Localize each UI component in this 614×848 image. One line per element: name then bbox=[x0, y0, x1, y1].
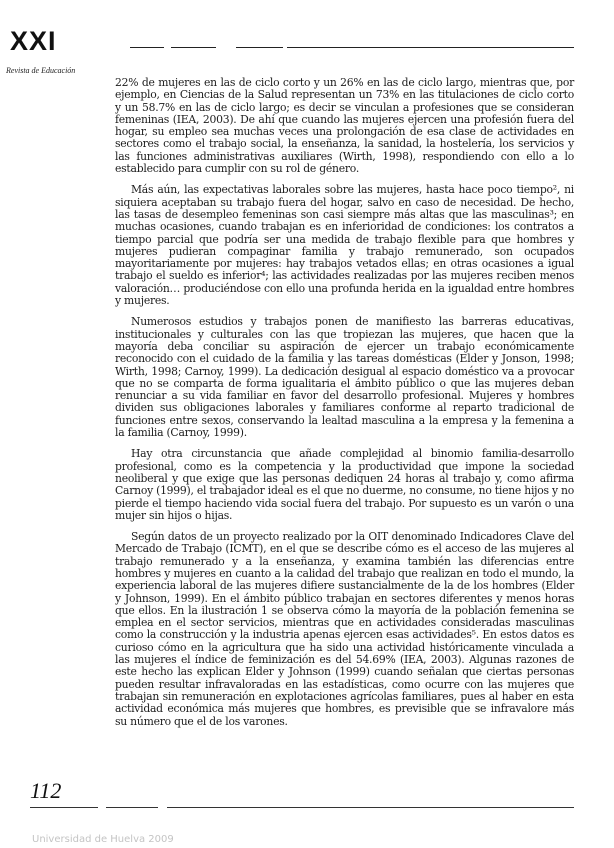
paragraph: Más aún, las expectativas laborales sobre las mujeres, hasta hace poco tiempo², ni siquiera aceptaban su trabajo fuera del hogar, salvo en caso de necesidad. De hecho, las tasas de desempleo femeninas son casi siempre más altas que las masculinas³; en muchas ocasiones, cuando trabajan es en inferioridad de condiciones: los contratos a tiempo parcial que podría ser una medida de trabajo flexible para que hombres y mujeres pudieran compaginar familia y trabajo remunerado, son ocupados mayoritariamente por mujeres: hay trabajos vetados ellas; en otras ocasiones a igual trabajo el sueldo es inferior⁴; las actividades realizadas por las mujeres reciben menos valoración… produciéndose con ello una profunda herida en la igualdad entre hombres y mujeres. bbox=[115, 183, 574, 308]
paragraph: 22% de mujeres en las de ciclo corto y un 26% en las de ciclo largo, mientras que, por ejemplo, en Ciencias de la Salud representan un 73% en las titulaciones de ciclo corto y un 58.7% en las de ciclo largo; es decir se vinculan a profesiones que se consideran femeninas (IEA, 2003). De ahí que cuando las mujeres ejercen una profesión fuera del hogar, su empleo sea muchas veces una prolongación de esa clase de actividades en sectores como el trabajo social, la enseñanza, la sanidad, la hostelería, los servicios y las funciones administrativas auxiliares (Wirth, 1998), respondiendo con ello a lo establecido para cumplir con su rol de género. bbox=[115, 76, 574, 176]
header-rule bbox=[171, 47, 216, 48]
header-rule bbox=[236, 47, 283, 48]
header-rule bbox=[130, 47, 164, 48]
body-text bbox=[115, 77, 574, 737]
paragraph: Según datos de un proyecto realizado por la OIT denominado Indicadores Clave del Mercado de Trabajo (ICMT), en el que se describe cómo es el acceso de las mujeres al trabajo remunerado y a la enseñanza, y examina también las diferencias entre hombres y mujeres en cuanto a la calidad del trabajo que realizan en todo el mundo, la experiencia laboral de las mujeres difiere sustancialmente de la de los hombres (Elder y Johnson, 1999). En el ámbito público trabajan en sectores diferentes y menos horas que ellos. En la ilustración 1 se observa cómo la mayoría de la población femenina se emplea en el sector servicios, mientras que en actividades consideradas masculinas como la construcción y la industria apenas ejercen esas actividades⁵. En estos datos es curioso cómo en la agricultura que ha sido una actividad históricamente vinculada a las mujeres el índice de feminización es del 54.69% (IEA, 2003). Algunas razones de este hecho las explican Elder y Johnson (1999) cuando señalan que ciertas personas pueden resultar infravaloradas en las estadísticas, como ocurre con las mujeres que trabajan sin remuneración en explotaciones agrícolas familiares, pues al haber en esta actividad económica más mujeres que hombres, es previsible que se infravalore más su número que el de los varones. bbox=[115, 530, 574, 728]
footer-rule bbox=[30, 807, 98, 808]
header-rule bbox=[287, 47, 574, 48]
paragraph: Hay otra circunstancia que añade complejidad al binomio familia-desarrollo profesional, como es la competencia y la productividad que impone la sociedad neoliberal y que exige que las personas dediquen 24 horas al trabajo y, como afirma Carnoy (1999), el trabajador ideal es el que no duerme, no consume, no tiene hijos y no pierde el tiempo haciendo vida social fuera del trabajo. Por supuesto es un varón o una mujer sin hijos o hijas. bbox=[115, 447, 574, 522]
paragraph: Numerosos estudios y trabajos ponen de manifiesto las barreras educativas, institucionales y culturales con las que tropiezan las mujeres, que hacen que la mayoría deba conciliar su aspiración de ejercer un trabajo económicamente reconocido con el cuidado de la familia y las tareas domésticas (Elder y Jonson, 1998; Wirth, 1998; Carnoy, 1999). La dedicación desigual al espacio doméstico va a provocar que no se comparta de forma igualitaria el ámbito público o que las mujeres deban renunciar a su vida familiar en favor del desarrollo profesional. Mujeres y hombres dividen sus obligaciones laborales y familiares conforme al reparto tradicional de funciones entre sexos, conservando la lealtad masculina a la empresa y la femenina a la familia (Carnoy, 1999). bbox=[115, 315, 574, 440]
footer-rule bbox=[106, 807, 158, 808]
watermark: Universidad de Huelva 2009 bbox=[32, 834, 174, 845]
journal-logo: XXI bbox=[10, 26, 57, 56]
page-number: 112 bbox=[30, 778, 62, 803]
footer-rule bbox=[167, 807, 574, 808]
journal-tagline: Revista de Educación bbox=[6, 66, 76, 75]
